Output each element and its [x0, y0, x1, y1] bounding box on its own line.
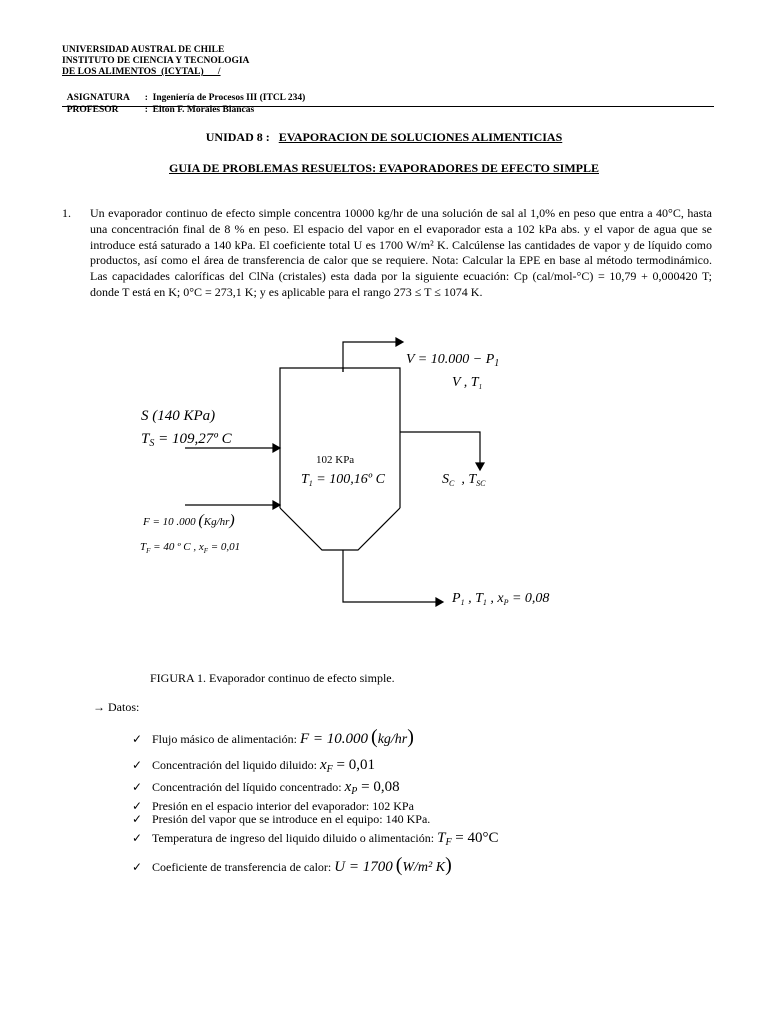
data-item-sub: F [326, 764, 333, 775]
header-rule [62, 106, 714, 107]
feed-inlet-arrow [273, 501, 280, 509]
data-item-xp [132, 779, 400, 797]
product-p: P [452, 591, 461, 606]
data-item-text: Concentración del liquido diluido: [152, 758, 317, 772]
check-icon: ✓ [132, 860, 143, 874]
product-sub: 1 [460, 598, 465, 607]
condensate-t: , T [461, 472, 477, 487]
data-item-text: Concentración del líquido concentrado: [152, 780, 342, 794]
condensate-t-sub: SC [476, 479, 486, 488]
data-item-value: = 40°C [451, 830, 499, 846]
profesor-value: : Elton F. Morales Blancas [144, 104, 255, 115]
data-item-text: Presión en el espacio interior del evaporador: 102 KPa [152, 799, 414, 813]
vapor-outlet-arrow [396, 338, 403, 346]
product-t-sub: 1 [482, 598, 487, 607]
figure-caption: FIGURA 1. Evaporador continuo de efecto simple. [150, 671, 395, 685]
data-item-sub: F [445, 837, 452, 848]
vessel-temp-label [301, 472, 385, 488]
data-item-value: = 0,08 [357, 779, 400, 795]
profesor-label: PROFESOR [66, 104, 119, 115]
product-x-sub: P [503, 598, 509, 607]
data-item-formula: F = 10.000 [299, 731, 369, 747]
condensate-s: S [442, 472, 449, 487]
data-item-xf [132, 757, 375, 775]
data-item-text: Flujo másico de alimentación: [152, 732, 297, 746]
steam-inlet-arrow [273, 444, 280, 452]
data-item-value: = 0,01 [332, 757, 375, 773]
data-item-text: Temperatura de ingreso del liquido diluido o alimentación: [152, 831, 435, 845]
guide-title [0, 161, 768, 176]
vapor-temp-label [452, 375, 482, 391]
data-item-feed-flow: ✓ Flujo másico de alimentación: F = 10.000 (kg/hr) [132, 726, 414, 748]
condensate-sub: C [449, 479, 455, 488]
vessel-temp-value: = 100,16º C [312, 472, 385, 487]
vessel-pressure: 102 KPa [316, 454, 355, 466]
product-x-value: = 0,08 [508, 591, 550, 606]
feed-temp-value: = 40 º C , x [150, 541, 204, 553]
product-rest: , T [464, 591, 483, 606]
asignatura-value: : Ingeniería de Procesos III (ITCL 234) [144, 92, 306, 103]
problem-text: Un evaporador continuo de efecto simple concentra 10000 kg/hr de una solución de sal al 1,0% en peso que entra a 40°C, hasta una concentración final de 8 % en peso. El espacio del vapor en el evaporador esta a 102 kPa abs. y el vapor de agua que se introduce está saturado a 140 kPa. El coeficiente total U es 1700 W/m² K. Calcúlense las cantidades de vapor y de líquido como productos, así como el área de transferencia de calor que se requiere. Nota: Calcular la EPE en base al método termodinámico. Las capacidades caloríficas del ClNa (cristales) esta dada por la siguiente ecuación: Cp (cal/mol-°C) = 10,79 + 0,000420 T; donde T está en K; 0°C = 273,1 K; y es aplicable para el rango 273 ≤ T ≤ 1074 K. [90, 206, 712, 299]
data-item-text: Coeficiente de transferencia de calor: [152, 860, 332, 874]
feed-temp-prefix: T [140, 541, 147, 553]
vapor-out-sub: 1 [494, 358, 500, 369]
steam-temp-label [141, 431, 232, 449]
header-university: UNIVERSIDAD AUSTRAL DE CHILE [62, 45, 225, 55]
vessel-cone [280, 508, 400, 550]
feed-temp-label [140, 541, 240, 555]
condensate-line [400, 432, 480, 465]
unit-title-text: EVAPORACION DE SOLUCIONES ALIMENTICIAS [278, 130, 563, 144]
header-profesor [62, 93, 254, 116]
product-outlet-arrow [436, 598, 443, 606]
data-item-text: Presión del vapor que se introduce en el equipo: 140 KPa. [152, 812, 431, 826]
unit-title [0, 130, 768, 145]
feed-x-sub: F [203, 547, 208, 555]
data-item-units: kg/hr [377, 732, 408, 747]
steam-label: S (140 KPa) [141, 408, 216, 424]
check-icon: ✓ [132, 732, 143, 746]
steam-temp-value: = 109,27º C [154, 431, 232, 447]
vessel-temp-sub: 1 [308, 479, 313, 488]
check-icon: ✓ [132, 780, 143, 794]
header-institute: INSTITUTO DE CIENCIA Y TECNOLOGIA [62, 56, 250, 66]
datos-label: → Datos: [93, 700, 140, 714]
vapor-out-label [406, 352, 499, 369]
product-label [452, 591, 549, 607]
check-icon: ✓ [132, 831, 143, 845]
data-item-pressure-steam [132, 812, 430, 827]
check-icon: ✓ [132, 799, 143, 813]
unit-title-prefix: UNIDAD 8 : [205, 130, 270, 144]
data-item-sub: P [351, 786, 358, 797]
product-outlet-line [343, 550, 438, 602]
feed-x-value: = 0,01 [208, 541, 241, 553]
data-item-u: ✓ Coeficiente de transferencia de calor: U = 1700 (W/m² K) [132, 854, 452, 876]
problem-number: 1. [62, 206, 71, 220]
guide-title-text: GUIA DE PROBLEMAS RESUELTOS: EVAPORADORES DE EFECTO SIMPLE [169, 161, 599, 175]
data-item-formula: x [344, 779, 352, 795]
header-department: DE LOS ALIMENTOS (ICYTAL) / [62, 67, 221, 77]
data-item-units: W/m² K [402, 860, 446, 875]
data-item-tf [132, 830, 499, 848]
data-item-formula: T [437, 830, 446, 846]
feed-units: Kg/hr [203, 516, 230, 528]
condensate-arrow [476, 463, 484, 470]
product-x: , x [486, 591, 504, 606]
vapor-temp-sub: 1 [478, 383, 483, 391]
vessel-temp-prefix: T [301, 472, 309, 487]
data-item-formula: U = 1700 [334, 859, 393, 875]
steam-temp-sub: S [149, 438, 155, 449]
feed-label: F = 10 .000 (Kg/hr) [143, 512, 235, 529]
check-icon: ✓ [132, 758, 143, 772]
condensate-label [442, 472, 485, 488]
vapor-out-text: V = 10.000 − P [406, 352, 495, 367]
check-icon: ✓ [132, 812, 143, 826]
feed-text: F = 10 .000 [143, 516, 196, 528]
feed-temp-sub: F [146, 547, 151, 555]
asignatura-label: ASIGNATURA [66, 92, 130, 103]
data-item-formula: x [319, 757, 327, 773]
steam-temp-prefix: T [141, 431, 150, 447]
vapor-temp-text: V , T [452, 375, 479, 390]
evaporator-diagram [0, 320, 768, 620]
